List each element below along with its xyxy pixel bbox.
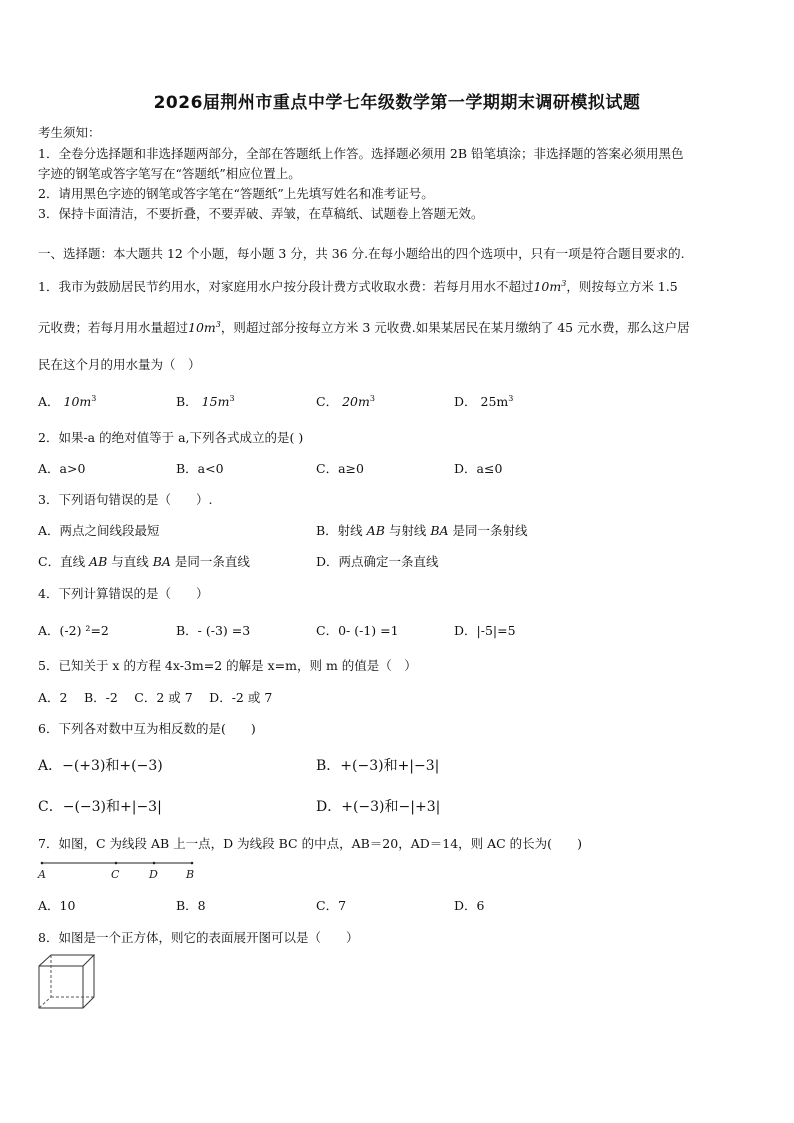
point-a xyxy=(41,862,44,865)
q1-unit-1: $10m^3$ xyxy=(533,278,567,294)
q2-option-d: D．a≤0 xyxy=(454,461,503,476)
q1-line-3: 民在这个月的用水量为（ ） xyxy=(38,357,201,372)
q1-option-a: A． $10m^3$ xyxy=(38,393,97,409)
q4-stem: 4．下列计算错误的是（ ） xyxy=(38,586,209,601)
q7-option-c: C．7 xyxy=(316,898,347,913)
point-d xyxy=(153,862,156,865)
q2-stem: 2．如果-a 的绝对值等于 a,下列各式成立的是( ) xyxy=(38,430,304,445)
q5-options: A．2 B．-2 C．2 或 7 D．-2 或 7 xyxy=(38,690,273,705)
q7-option-d: D．6 xyxy=(454,898,485,913)
notice-item-3: 3．保持卡面清洁，不要折叠，不要弄破、弄皱，在草稿纸、试题卷上答题无效。 xyxy=(38,206,484,221)
q1-line-2 xyxy=(38,318,690,336)
q2-option-b: B．a<0 xyxy=(176,461,224,476)
notice-heading: 考生须知： xyxy=(38,125,101,140)
q6-option-c: C．−(−3)和+|−3| xyxy=(38,799,162,815)
label-a: A xyxy=(38,868,46,881)
label-c: C xyxy=(111,868,120,881)
notice-item-2: 2．请用黑色字迹的钢笔或答字笔在“答题纸”上先填写姓名和准考证号。 xyxy=(38,186,434,201)
q3-option-b: B．射线 AB 与射线 BA 是同一条射线 xyxy=(316,523,528,538)
notice-item-1-line-1: 1．全卷分选择题和非选择题两部分，全部在答题纸上作答。选择题必须用 2B 铅笔填涂；非选择题的答案必须用黑色 xyxy=(38,146,684,161)
q5-stem: 5．已知关于 x 的方程 4x-3m=2 的解是 x=m，则 m 的值是（ ） xyxy=(38,658,417,673)
exam-title: 2026届荆州市重点中学七年级数学第一学期期末调研模拟试题 xyxy=(153,93,641,113)
q2-option-c: C．a≥0 xyxy=(316,461,364,476)
segment-figure xyxy=(36,858,206,884)
q4-option-d: D．|-5|=5 xyxy=(454,623,516,638)
q4-option-a: A．(-2) ²=2 xyxy=(38,623,109,638)
q7-option-a: A．10 xyxy=(38,898,76,913)
section-heading: 一、选择题：本大题共 12 个小题，每小题 3 分，共 36 分.在每小题给出的四个选项中，只有一项是符合题目要求的. xyxy=(38,246,685,261)
point-c xyxy=(115,862,118,865)
q1-unit-2: $10m^3$ xyxy=(188,319,221,335)
cube-front-face xyxy=(39,966,83,1008)
q1-text-3: 元收费；若每月用水量超过 xyxy=(38,320,189,335)
label-b: B xyxy=(186,868,195,881)
cube-right-face xyxy=(83,955,94,1008)
q6-option-d: D．+(−3)和−|+3| xyxy=(316,799,441,815)
q1-line-1 xyxy=(38,277,678,295)
q4-option-b: B．- (-3) =3 xyxy=(176,623,251,638)
q2-option-a: A．a>0 xyxy=(38,461,86,476)
q1-option-b: B． $15m^3$ xyxy=(176,393,235,409)
q4-option-c: C．0- (-1) =1 xyxy=(316,623,399,638)
q3-option-a: A．两点之间线段最短 xyxy=(38,523,160,538)
q1-text-2: ，则按每立方米 1.5 xyxy=(566,279,678,294)
q1-option-d: D． $25m^3$ xyxy=(454,393,514,409)
notice-item-1-line-2: 字迹的钢笔或答字笔写在“答题纸”相应位置上。 xyxy=(38,166,301,181)
q8-stem: 8．如图是一个正方体，则它的表面展开图可以是（ ） xyxy=(38,930,359,945)
q3-option-c: C．直线 AB 与直线 BA 是同一条直线 xyxy=(38,554,250,569)
q6-option-b: B．+(−3)和+|−3| xyxy=(316,758,440,774)
cube-hidden-edges xyxy=(39,955,51,1008)
q7-stem: 7．如图，C 为线段 AB 上一点，D 为线段 BC 的中点，AB＝20，AD＝14，则 AC 的长为( ) xyxy=(38,836,582,851)
q1-text-4: ，则超过部分按每立方米 3 元收费.如果某居民在某月缴纳了 45 元水费，那么这户居 xyxy=(220,320,690,335)
q3-stem: 3．下列语句错误的是（ ）. xyxy=(38,492,213,507)
q3-option-d: D．两点确定一条直线 xyxy=(316,554,439,569)
cube-figure xyxy=(36,953,100,1011)
q6-stem: 6．下列各对数中互为相反数的是( ) xyxy=(38,721,256,736)
q6-option-a: A．−(+3)和+(−3) xyxy=(38,758,163,774)
q1-option-c: C． $20m^3$ xyxy=(316,393,375,409)
cube-top-face xyxy=(39,955,94,966)
point-b xyxy=(191,862,194,865)
label-d: D xyxy=(149,868,158,881)
q7-option-b: B．8 xyxy=(176,898,206,913)
q1-text: 1．我市为鼓励居民节约用水，对家庭用水户按分段计费方式收取水费：若每月用水不超过 xyxy=(38,279,534,294)
